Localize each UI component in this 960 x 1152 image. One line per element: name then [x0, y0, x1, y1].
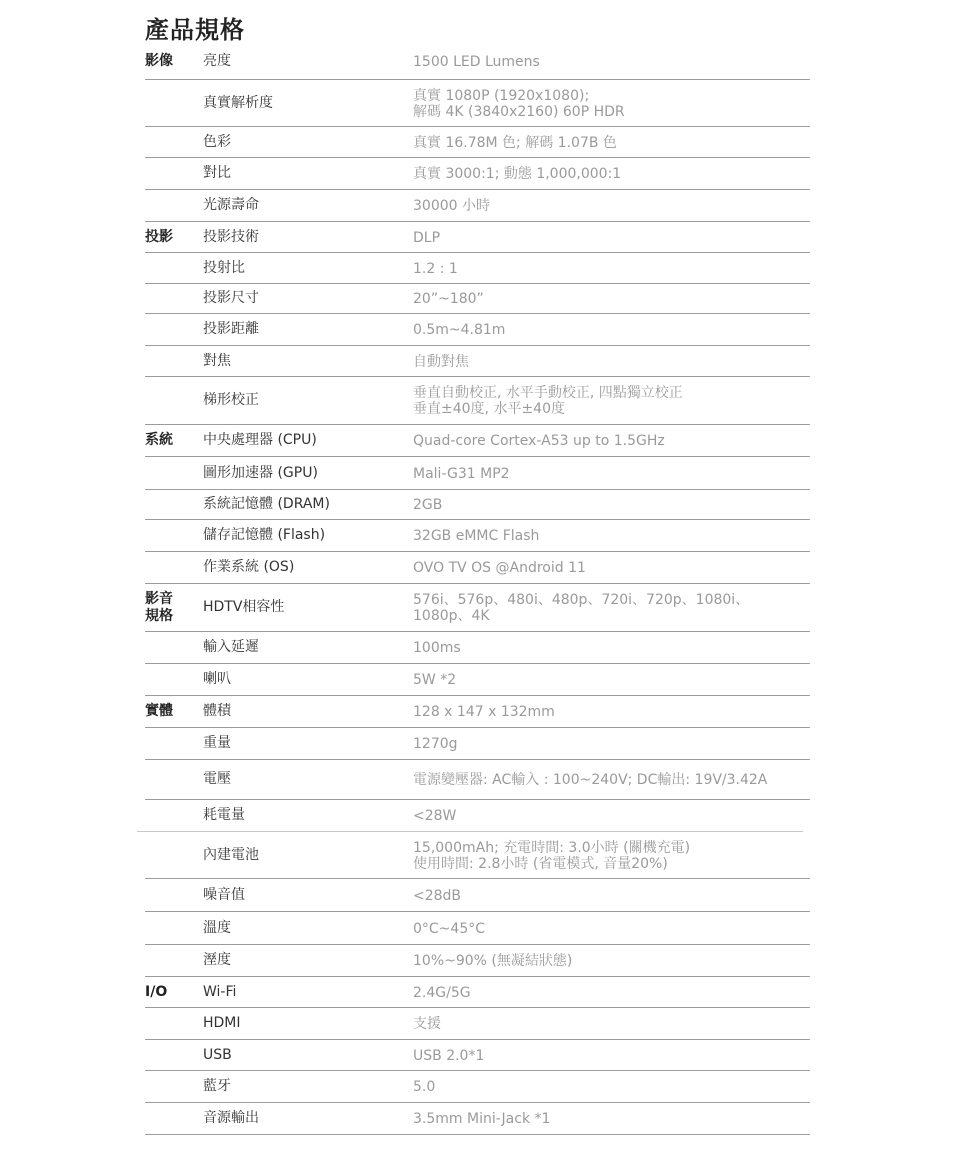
spec-label: 梯形校正: [203, 392, 259, 408]
spec-row: [0, 760, 960, 800]
spec-row: [0, 664, 960, 696]
spec-value: 3.5mm Mini-Jack *1: [413, 1111, 551, 1127]
spec-label: 投影技術: [203, 229, 259, 245]
spec-row: [0, 632, 960, 664]
spec-row: [0, 377, 960, 425]
spec-label: 系統記憶體 (DRAM): [203, 496, 330, 512]
spec-value: 電源變壓器: AC輸入 : 100~240V; DC輸出: 19V/3.42A: [413, 772, 768, 788]
spec-label: 色彩: [203, 134, 231, 150]
spec-row: [0, 879, 960, 912]
spec-label: 電壓: [203, 771, 231, 787]
spec-row: [0, 945, 960, 977]
spec-value: Mali-G31 MP2: [413, 466, 510, 482]
spec-label: 噪音值: [203, 887, 245, 903]
spec-value: USB 2.0*1: [413, 1048, 485, 1064]
spec-value: Quad-core Cortex-A53 up to 1.5GHz: [413, 433, 665, 449]
spec-label: 喇叭: [203, 671, 231, 687]
spec-label: 溫度: [203, 920, 231, 936]
spec-value: 自動對焦: [413, 354, 469, 370]
spec-row: [0, 190, 960, 222]
spec-value: <28dB: [413, 888, 462, 904]
row-divider: [145, 1134, 810, 1135]
spec-value: 2GB: [413, 497, 443, 513]
spec-label: 亮度: [203, 53, 231, 69]
spec-label: 投影距離: [203, 321, 259, 337]
spec-row: [0, 314, 960, 346]
spec-label: 光源壽命: [203, 197, 259, 213]
spec-row: [0, 696, 960, 728]
spec-row: [0, 158, 960, 190]
spec-label: 投射比: [203, 260, 245, 276]
spec-row: [0, 80, 960, 127]
spec-value: 576i、576p、480i、480p、720i、720p、1080i、 1080p、4K: [413, 592, 750, 624]
spec-value: 2.4G/5G: [413, 985, 471, 1001]
spec-label: 重量: [203, 735, 231, 751]
spec-value: 15,000mAh; 充電時間: 3.0小時 (關機充電) 使用時間: 2.8小時 (省電模式, 音量20%): [413, 840, 691, 872]
spec-row: [0, 1008, 960, 1040]
spec-label: 內建電池: [203, 847, 259, 863]
spec-value: 真實 1080P (1920x1080); 解碼 4K (3840x2160) 60P HDR: [413, 88, 625, 120]
spec-label: 溼度: [203, 952, 231, 968]
spec-value: 20”~180”: [413, 291, 484, 307]
spec-row: [0, 832, 960, 879]
spec-row: [0, 912, 960, 945]
spec-row: [0, 127, 960, 158]
spec-row: [0, 253, 960, 284]
spec-label: 對焦: [203, 353, 231, 369]
spec-value: 100ms: [413, 640, 461, 656]
spec-label: 投影尺寸: [203, 290, 259, 306]
spec-row: [0, 284, 960, 314]
spec-value: 真實 16.78M 色; 解碼 1.07B 色: [413, 135, 617, 151]
category-label: 投影: [145, 229, 173, 245]
spec-value: 0°C~45°C: [413, 921, 486, 937]
spec-row: [0, 728, 960, 760]
spec-row: [0, 490, 960, 520]
spec-value: 真實 3000:1; 動態 1,000,000:1: [413, 166, 622, 182]
spec-row: [0, 44, 960, 80]
page-title: 產品規格: [145, 16, 245, 44]
category-label: 影像: [145, 53, 173, 69]
spec-label: HDTV相容性: [203, 599, 285, 615]
spec-value: <28W: [413, 808, 457, 824]
spec-row: [0, 346, 960, 377]
spec-value: 5W *2: [413, 672, 457, 688]
category-label: I/O: [145, 984, 168, 1000]
spec-value: 0.5m~4.81m: [413, 322, 506, 338]
spec-label: 中央處理器 (CPU): [203, 432, 317, 448]
spec-value: 1500 LED Lumens: [413, 54, 540, 70]
spec-value: 支援: [413, 1016, 441, 1032]
spec-label: 耗電量: [203, 807, 245, 823]
spec-value: OVO TV OS @Android 11: [413, 560, 586, 576]
spec-row: [0, 520, 960, 552]
spec-row: [0, 1103, 960, 1135]
spec-value: 128 x 147 x 132mm: [413, 704, 555, 720]
spec-label: 作業系統 (OS): [203, 559, 295, 575]
spec-label: 對比: [203, 165, 231, 181]
spec-value: 垂直自動校正, 水平手動校正, 四點獨立校正 垂直±40度, 水平±40度: [413, 385, 683, 417]
spec-label: 圖形加速器 (GPU): [203, 465, 318, 481]
category-label: 系統: [145, 432, 173, 448]
spec-label: 體積: [203, 703, 231, 719]
spec-label: 藍牙: [203, 1078, 231, 1094]
spec-row: [0, 1040, 960, 1071]
spec-row: [0, 800, 960, 832]
spec-row: [0, 584, 960, 632]
spec-value: 1.2 : 1: [413, 261, 458, 277]
spec-value: 32GB eMMC Flash: [413, 528, 540, 544]
spec-row: [0, 425, 960, 457]
spec-label: Wi-Fi: [203, 984, 237, 1000]
spec-label: 輸入延遲: [203, 639, 259, 655]
spec-label: 儲存記憶體 (Flash): [203, 527, 326, 543]
spec-row: [0, 552, 960, 584]
spec-value: 10%~90% (無凝結狀態): [413, 953, 573, 969]
spec-row: [0, 222, 960, 253]
spec-label: 音源輸出: [203, 1110, 259, 1126]
spec-row: [0, 1071, 960, 1103]
spec-value: 30000 小時: [413, 198, 490, 214]
category-label: 影音 規格: [145, 591, 173, 624]
spec-row: [0, 457, 960, 490]
spec-label: HDMI: [203, 1015, 241, 1031]
spec-label: USB: [203, 1047, 232, 1063]
spec-label: 真實解析度: [203, 95, 273, 111]
category-label: 實體: [145, 703, 173, 719]
spec-row: [0, 977, 960, 1008]
spec-value: DLP: [413, 230, 441, 246]
spec-value: 1270g: [413, 736, 458, 752]
spec-value: 5.0: [413, 1079, 436, 1095]
